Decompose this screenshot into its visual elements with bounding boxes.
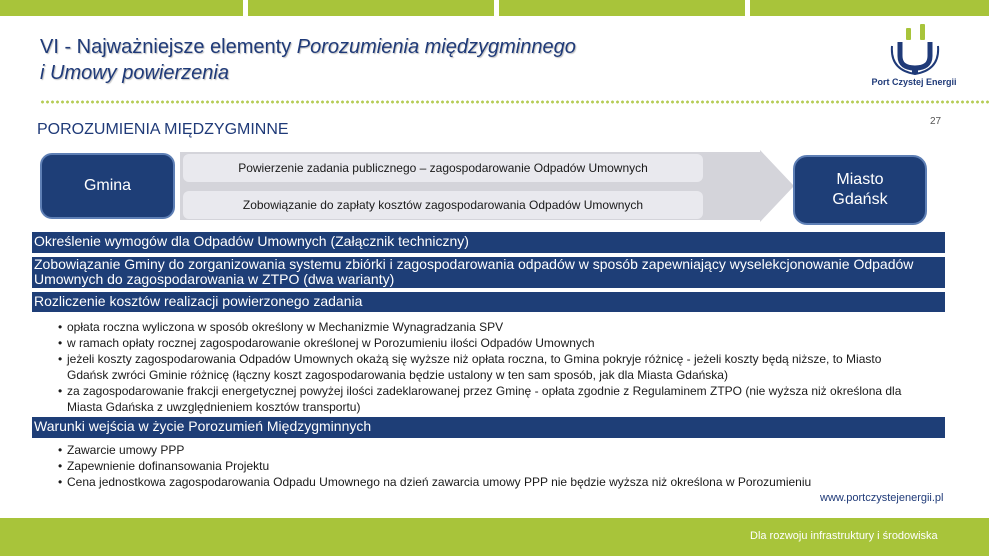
- top-accent-bar: [750, 0, 989, 16]
- gmina-label: Gmina: [83, 177, 132, 194]
- slide-title: [40, 34, 800, 86]
- list-item: • za zagospodarowanie frakcji energetycznej powyżej ilości zadeklarowanej przez Gminę - opłata zgodnie z Regulaminem ZTPO (nie wyższa niż określona dla Miasta Gdańska z uwzględnieniem kosztów transportu): [58, 383, 918, 415]
- list-item: • jeżeli koszty zagospodarowania Odpadów Umownych okażą się wyższe niż opłata roczna, to Gmina pokryje różnicę - jeżeli koszty będą niższe, to Miasto Gdańsk zwróci Gminie różnicę (łączny koszt zagospodarowania będzie ustalony w ten sam sposób, jak dla Miasta Gdańska): [58, 351, 918, 383]
- top-accent-bar: [248, 0, 494, 16]
- flow-line-2: Zobowiązanie do zapłaty kosztów zagospodarowania Odpadów Umownych: [183, 191, 703, 219]
- flow-line-1: Powierzenie zadania publicznego – zagospodarowanie Odpadów Umownych: [183, 154, 703, 182]
- list-item: • Zapewnienie dofinansowania Projektu: [58, 458, 918, 474]
- band-wymogi: Określenie wymogów dla Odpadów Umownych (Załącznik techniczny): [32, 232, 945, 253]
- gmina-box: [40, 153, 175, 219]
- title-part-2: Porozumienia międzygminnego: [296, 36, 576, 58]
- top-accent-bar: [499, 0, 745, 16]
- logo-text: Port Czystej Energii: [871, 77, 957, 87]
- section-title: POROZUMIENIA MIĘDZYGMINNE: [37, 121, 289, 138]
- miasto-label-line2: Gdańsk: [832, 191, 888, 208]
- band-rozliczenie: Rozliczenie kosztów realizacji powierzonego zadania: [32, 292, 945, 312]
- list-item: • Zawarcie umowy PPP: [58, 442, 918, 458]
- list-item: • Cena jednostkowa zagospodarowania Odpadu Umownego na dzień zawarcia umowy PPP nie będzie wyższa niż określona w Porozumieniu: [58, 474, 918, 490]
- band-zobowiazanie: Zobowiązanie Gminy do zorganizowania systemu zbiórki i zagospodarowania odpadów w sposób zapewniający wyselekcjonowanie Odpadów Umownych do zagospodarowania w ZTPO (dwa warianty): [32, 257, 945, 288]
- page-number: 27: [930, 116, 942, 127]
- dotted-divider: [40, 100, 989, 104]
- warunki-bullet-list: [58, 442, 918, 490]
- list-item: • opłata roczna wyliczona w sposób określony w Mechanizmie Wynagradzania SPV: [58, 319, 918, 335]
- list-item: • w ramach opłaty rocznej zagospodarowanie określonej w Porozumieniu ilości Odpadów Umownych: [58, 335, 918, 351]
- top-accent-bar: [0, 0, 243, 16]
- footer-tagline: Dla rozwoju infrastruktury i środowiska: [750, 530, 938, 542]
- website-link[interactable]: www.portczystejenergii.pl: [820, 492, 944, 504]
- band-warunki: Warunki wejścia w życie Porozumień Międzygminnych: [32, 417, 945, 438]
- miasto-label-line1: Miasto: [836, 171, 884, 188]
- rozliczenie-bullet-list: [58, 319, 918, 415]
- title-part-1: VI - Najważniejsze elementy: [40, 36, 297, 58]
- miasto-gdansk-box: [793, 155, 927, 225]
- title-part-3: i Umowy powierzenia: [40, 62, 229, 84]
